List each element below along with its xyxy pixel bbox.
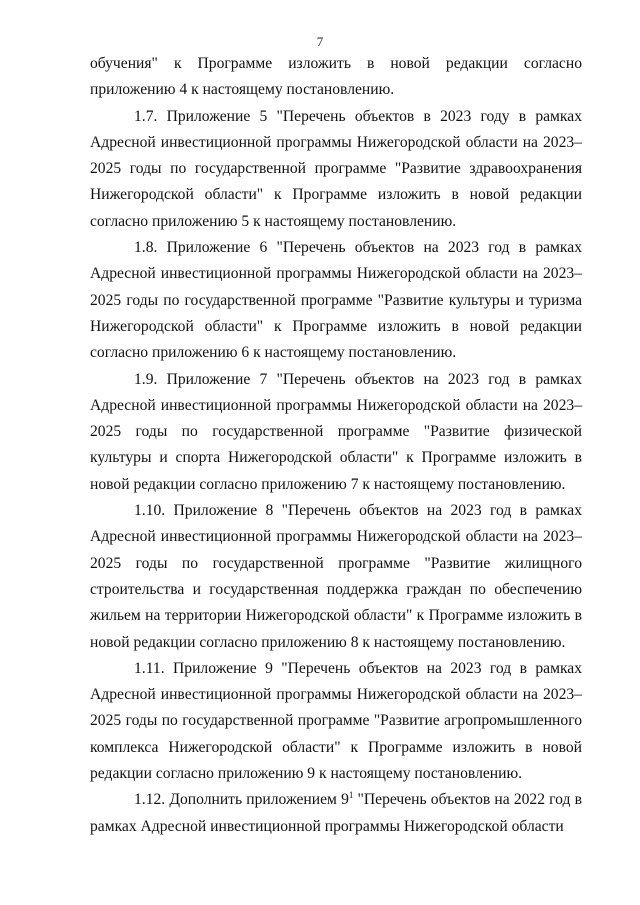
paragraph-1-10: 1.10. Приложение 8 "Перечень объектов на 2023 год в рамках Адресной инвестиционной программы Нижегородской области на 2023–2025 годы по государственной программе "Развитие жилищного строительства и государственная поддержка граждан по обеспечению жильем на территории Нижегородской области" к Программе изложить в новой редакции согласно приложению 8 к настоящему постановлению. <box>90 502 582 651</box>
paragraph-1-11: 1.11. Приложение 9 "Перечень объектов на 2023 год в рамках Адресной инвестиционной программы Нижегородской области на 2023–2025 годы по государственной программе "Развитие агропромышленного комплекса Нижегородской области" к Программе изложить в новой редакции согласно приложению 9 к настоящему постановлению. <box>90 659 582 783</box>
paragraph-1-8: 1.8. Приложение 6 "Перечень объектов на 2023 год в рамках Адресной инвестиционной программы Нижегородской области на 2023–2025 годы по государственной программе "Развитие культуры и туризма Нижегородской области" к Программе изложить в новой редакции согласно приложению 6 к настоящему постановлению. <box>90 239 582 362</box>
paragraph-1-12 <box>90 787 582 840</box>
paragraph-1-7: 1.7. Приложение 5 "Перечень объектов в 2023 году в рамках Адресной инвестиционной программы Нижегородской области на 2023–2025 годы по государственной программе "Развитие здравоохранения Нижегородской области" к Программе изложить в новой редакции согласно приложению 5 к настоящему постановлению. <box>90 107 582 230</box>
superscript-marker: 1 <box>348 790 354 801</box>
paragraph-1-9: 1.9. Приложение 7 "Перечень объектов на 2023 год в рамках Адресной инвестиционной программы Нижегородской области на 2023–2025 годы по государственной программе "Развитие физической культуры и спорта Нижегородской области" к Программе изложить в новой редакции согласно приложению 7 к настоящему постановлению. <box>90 370 582 493</box>
paragraph-1-12-lead: 1.12. Дополнить приложением 9 <box>134 791 349 809</box>
page-number: 7 <box>316 34 324 49</box>
document-body <box>90 51 582 840</box>
paragraph-continuation: обучения" к Программе изложить в новой редакции согласно приложению 4 к настоящему постановлению. <box>90 55 582 99</box>
paragraph-1-12-rest: "Перечень объектов на 2022 год в рамках Адресной инвестиционной программы Нижегородской области <box>90 791 582 835</box>
